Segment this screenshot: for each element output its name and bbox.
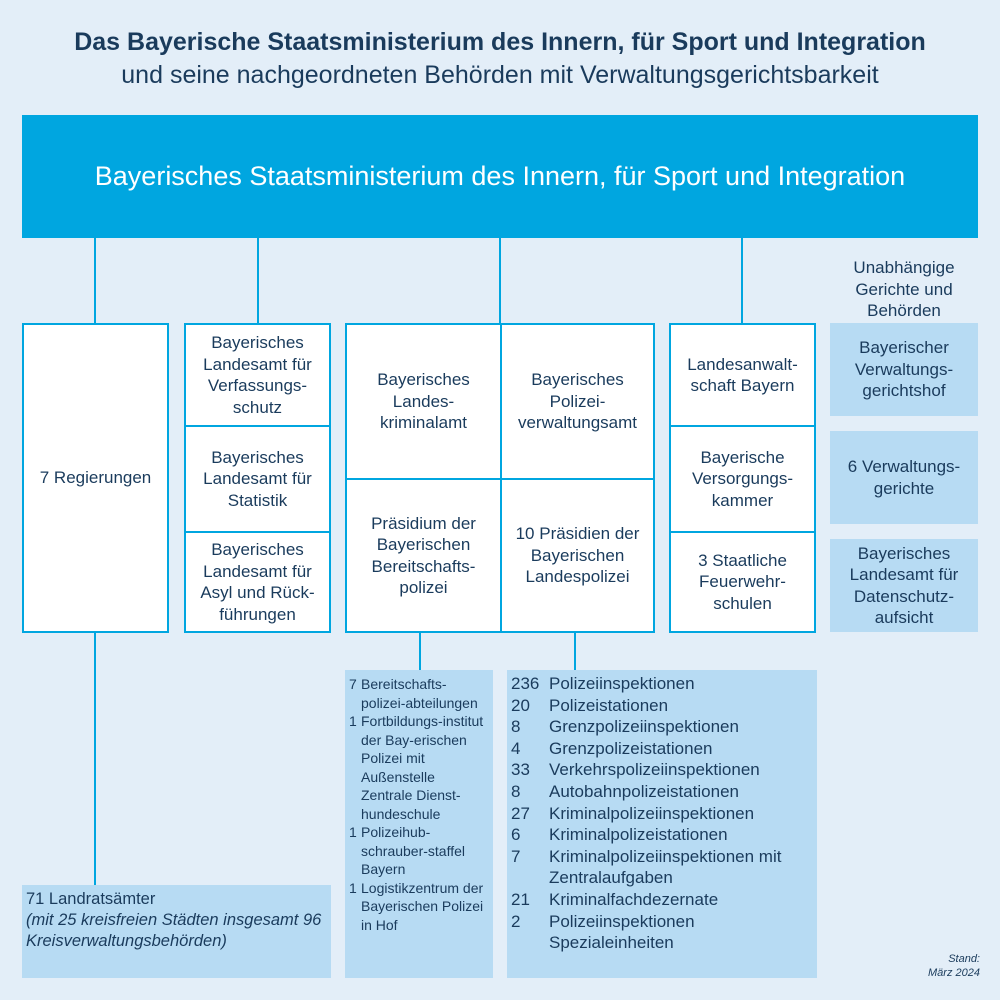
connector-landespolizei-list (574, 633, 576, 670)
independent-heading: Unabhängige Gerichte und Behörden (853, 258, 955, 320)
item-label: Kriminalfachdezernate (549, 889, 719, 909)
stand-label: Stand: (948, 953, 980, 965)
connector-bereitschaftspolizei-list (419, 633, 421, 670)
list-item (349, 879, 489, 935)
connector-landratsaemter (94, 633, 96, 885)
item-count: 2 (511, 911, 521, 931)
landesanwaltschaft-box: Landesanwalt-schaft Bayern (669, 323, 816, 427)
item-label: Logistikzentrum der Bayerischen Polizei in Hof (361, 879, 484, 933)
item-label: Autobahnpolizeistationen (549, 781, 739, 801)
item-label: Polizeistationen (549, 695, 669, 715)
datenschutzaufsicht-box: Bayerisches Landesamt für Datenschutz-aufsicht (830, 539, 978, 632)
item-count: 7 (511, 846, 521, 866)
feuerwehrschulen-box: 3 Staatliche Feuerwehr-schulen (669, 531, 816, 633)
list-item (349, 823, 489, 879)
landratsaemter-box (22, 885, 331, 978)
list-item (511, 803, 813, 825)
landespolizei-list (507, 670, 817, 978)
item-label: Polizeihub-schrauber-staffel Bayern (361, 824, 466, 877)
chart-subtitle: und seine nachgeordneten Behörden mit Verwaltungsgerichtsbarkeit (121, 61, 879, 89)
item-label: Kriminalpolizeiinspektionen (549, 803, 755, 823)
list-item (511, 911, 813, 954)
list-item (349, 675, 489, 712)
regierungen-box: 7 Regierungen (22, 323, 169, 633)
list-item (511, 716, 813, 738)
item-count: 1 (349, 824, 357, 840)
list-item (511, 695, 813, 717)
ministry-box: Bayerisches Staatsministerium des Innern, für Sport und Integration (22, 115, 978, 238)
item-count: 8 (511, 717, 521, 737)
list-item (511, 759, 813, 781)
item-count: 27 (511, 803, 530, 823)
item-count: 21 (511, 889, 530, 909)
list-item (511, 889, 813, 911)
item-count: 6 (511, 825, 521, 845)
landespolizei-praesidien-box: 10 Präsidien der Bayerischen Landespolizei (500, 478, 655, 633)
item-label: Verkehrspolizeiinspektionen (549, 760, 760, 780)
list-item (511, 824, 813, 846)
item-count: 4 (511, 738, 521, 758)
verwaltungsgerichte-box: 6 Verwaltungs-gerichte (830, 431, 978, 524)
item-count: 8 (511, 781, 521, 801)
item-label: Kriminalpolizeistationen (549, 825, 728, 845)
landesamt-asyl: Bayerisches Landesamt für Asyl und Rück-führungen (184, 531, 331, 633)
connector-regierungen (94, 238, 96, 324)
connector-right-column (741, 238, 743, 324)
connector-polizei (499, 238, 501, 324)
stand-date: März 2024 (928, 967, 980, 979)
landesamt-verfassungsschutz: Bayerisches Landesamt für Verfassungs-schutz (184, 323, 331, 427)
versorgungskammer-box: Bayerische Versorgungs-kammer (669, 425, 816, 533)
landratsaemter-main: 71 Landratsämter (26, 890, 156, 908)
item-count: 7 (349, 676, 357, 692)
item-label: Fortbildungs-institut der Bay-erischen Polizei mit Außenstelle Zentrale Dienst-hundeschule (361, 713, 484, 822)
item-label: Kriminalpolizeiinspektionen mit Zentralaufgaben (549, 846, 782, 888)
item-label: Bereitschafts-polizei-abteilungen (361, 676, 478, 711)
item-count: 236 (511, 674, 540, 693)
list-item (511, 781, 813, 803)
list-item (511, 846, 813, 889)
item-label: Grenzpolizeiinspektionen (549, 717, 739, 737)
item-count: 33 (511, 760, 530, 780)
stand-note (880, 952, 980, 980)
polizeiverwaltungsamt-box: Bayerisches Polizei-verwaltungsamt (500, 323, 655, 480)
connector-landesaemter (257, 238, 259, 324)
bereitschaftspolizei-praesidium-box: Präsidium der Bayerischen Bereitschafts-polizei (345, 478, 502, 633)
bereitschaftspolizei-list (345, 670, 493, 978)
item-count: 20 (511, 695, 530, 715)
item-count: 1 (349, 879, 357, 896)
item-label: Polizeiinspektionen Spezialeinheiten (549, 911, 695, 953)
verwaltungsgerichtshof-box: Bayerischer Verwaltungs-gerichtshof (830, 323, 978, 416)
chart-title: Das Bayerische Staatsministerium des Innern, für Sport und Integration (74, 28, 926, 56)
landeskriminalamt-box: Bayerisches Landes-kriminalamt (345, 323, 502, 480)
landratsaemter-note: (mit 25 kreisfreien Städten insgesamt 96 Kreisverwaltungsbehörden) (26, 911, 322, 950)
item-count: 1 (349, 713, 357, 729)
item-label: Grenzpolizeistationen (549, 738, 713, 758)
list-item (349, 712, 489, 823)
list-item (511, 738, 813, 760)
landesamt-statistik: Bayerisches Landesamt für Statistik (184, 425, 331, 533)
list-item (511, 673, 813, 695)
item-label: Polizeiinspektionen (549, 674, 695, 693)
